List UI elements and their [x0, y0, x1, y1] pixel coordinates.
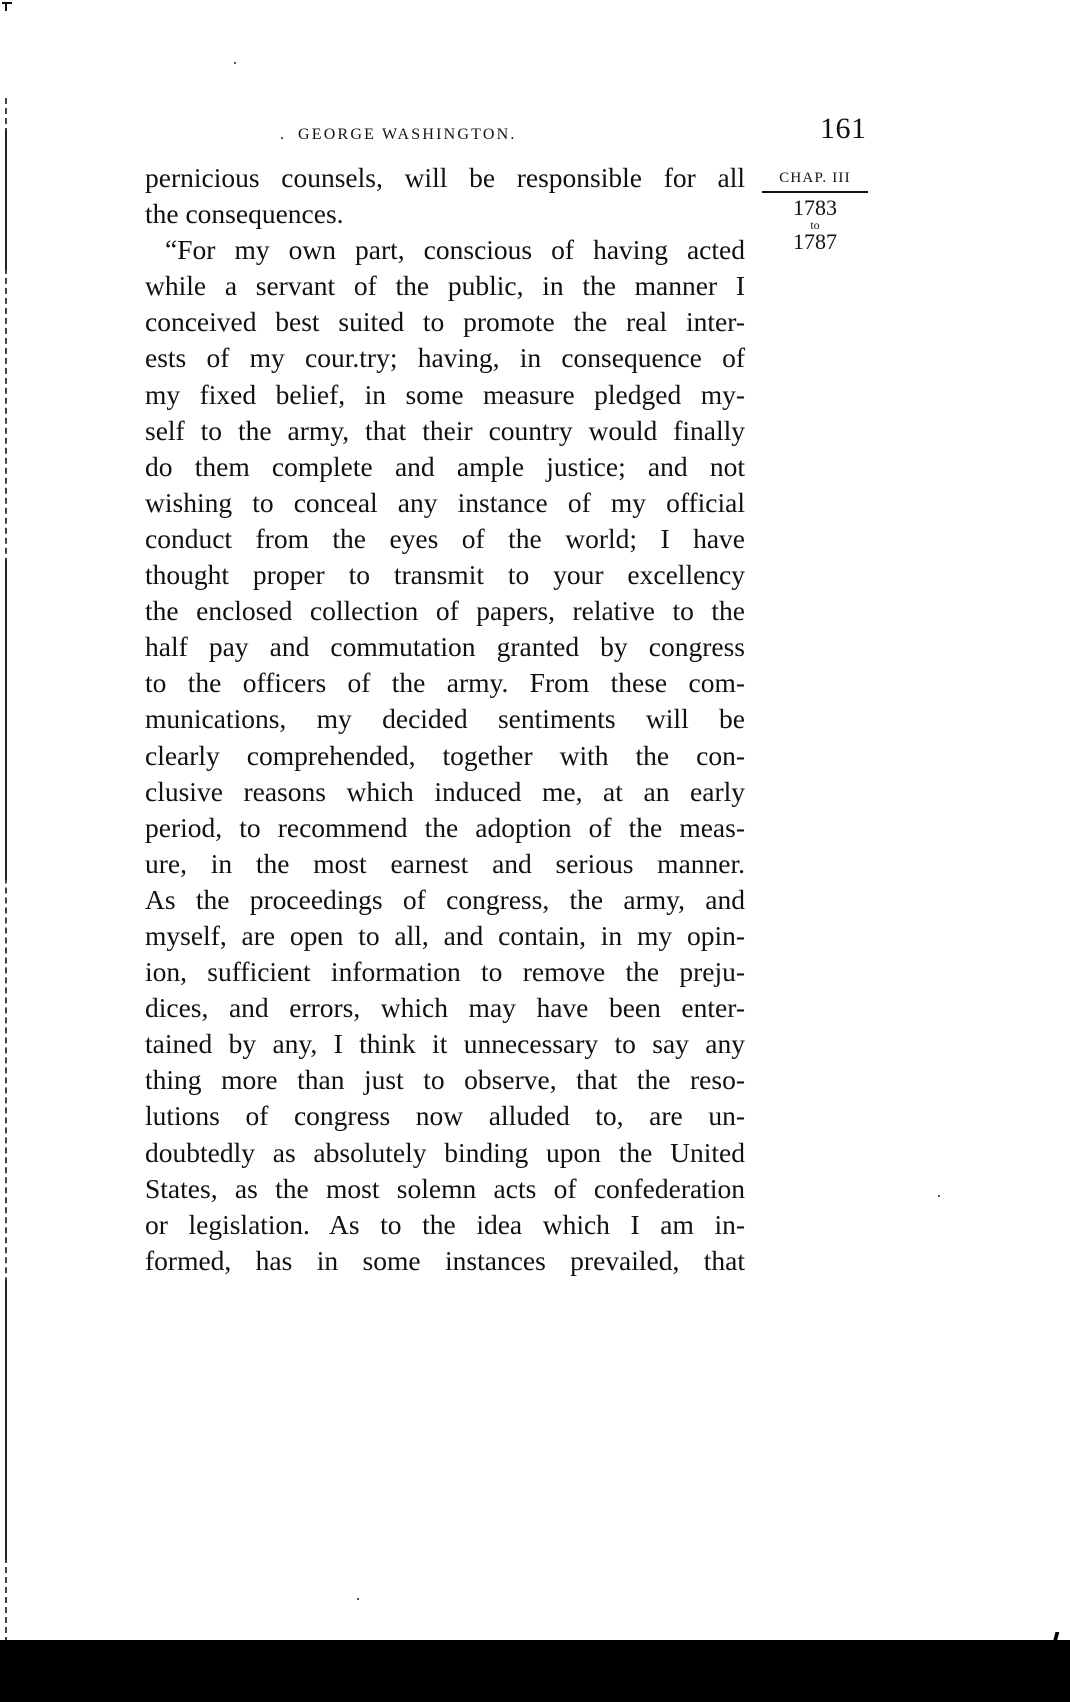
text-line: clusive reasons which induced me, at an early	[145, 775, 745, 807]
text-line: dices, and errors, which may have been enter-	[145, 992, 745, 1024]
text-line: pernicious counsels, will be responsible for all	[145, 162, 745, 193]
page-number: 161	[820, 112, 867, 145]
text-line: thing more than just to observe, that the reso-	[145, 1064, 745, 1096]
text-line: States, as the most solemn acts of confederation	[145, 1172, 745, 1204]
scan-speck	[357, 1598, 359, 1600]
scan-bottom-band	[0, 1640, 1070, 1702]
text-line: doubtedly as absolutely binding upon the United	[145, 1136, 745, 1168]
text-line: thought proper to transmit to your excellency	[145, 559, 745, 591]
text-line: clearly comprehended, together with the con-	[145, 739, 745, 771]
chapter-label: CHAP. III	[762, 170, 868, 193]
text-line: to the officers of the army. From these com-	[145, 667, 745, 699]
margin-note	[762, 170, 868, 253]
text-line: tained by any, I think it unnecessary to say any	[145, 1028, 745, 1060]
scan-corner-mark	[2, 2, 12, 12]
text-line: ure, in the most earnest and serious manner.	[145, 847, 745, 879]
text-line: do them complete and ample justice; and not	[145, 450, 745, 482]
text-line: As the proceedings of congress, the army, and	[145, 883, 745, 915]
text-line: wishing to conceal any instance of my official	[145, 486, 745, 518]
text-line: my fixed belief, in some measure pledged my-	[145, 378, 745, 410]
scan-left-edge-segment	[5, 130, 7, 270]
text-line: self to the army, that their country would finally	[145, 414, 745, 446]
scan-left-edge-segment	[5, 560, 7, 880]
text-line: formed, has in some instances prevailed, that	[145, 1244, 745, 1276]
text-line: period, to recommend the adoption of the meas-	[145, 811, 745, 843]
text-line: conceived best suited to promote the real inter-	[145, 306, 745, 338]
running-head-dot: .	[280, 126, 284, 143]
text-line-indented: “For my own part, conscious of having acted	[165, 234, 745, 266]
text-line: lutions of congress now alluded to, are un-	[145, 1100, 745, 1132]
text-line: ion, sufficient information to remove the preju-	[145, 956, 745, 988]
scan-left-edge-segment	[5, 1280, 7, 1560]
scan-speck	[234, 62, 236, 64]
year-start: 1783	[793, 195, 837, 220]
text-line: the consequences.	[145, 198, 344, 230]
running-head: GEORGE WASHINGTON.	[298, 126, 517, 143]
text-line: half pay and commutation granted by congress	[145, 631, 745, 663]
year-end: 1787	[793, 229, 837, 254]
text-line: while a servant of the public, in the manner I	[145, 270, 745, 302]
text-line: conduct from the eyes of the world; I have	[145, 522, 745, 554]
text-line: myself, are open to all, and contain, in my opin-	[145, 919, 745, 951]
text-line: or legislation. As to the idea which I am in-	[145, 1208, 745, 1240]
text-line: the enclosed collection of papers, relative to the	[145, 595, 745, 627]
text-line: munications, my decided sentiments will be	[145, 703, 745, 735]
text-line: ests of my cour.try; having, in consequence of	[145, 342, 745, 374]
year-to: to	[810, 218, 820, 232]
body-text	[145, 160, 745, 1279]
scan-speck	[938, 1195, 940, 1197]
